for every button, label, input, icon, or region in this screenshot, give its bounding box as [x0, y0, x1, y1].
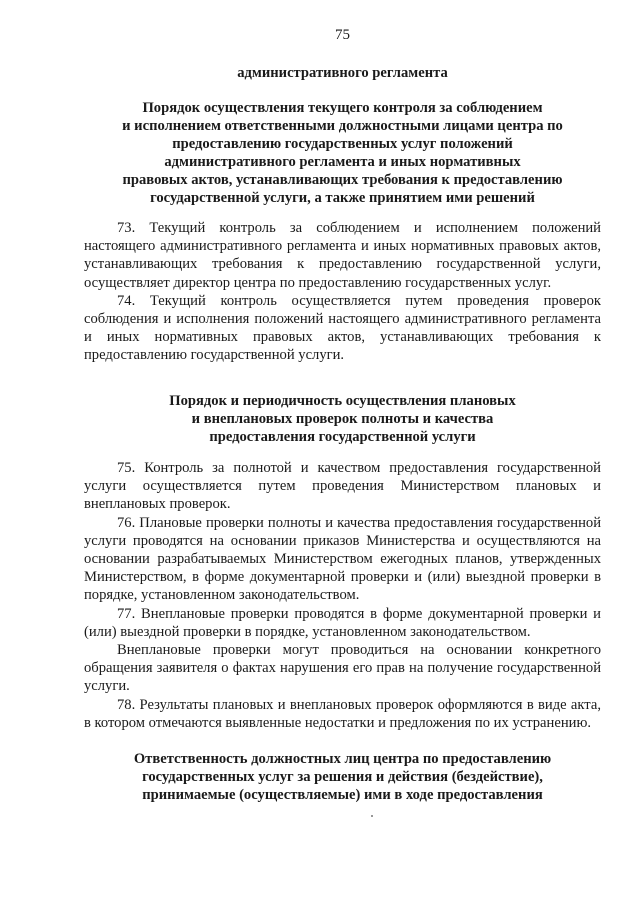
section-title-line: предоставлению государственных услуг положений	[172, 136, 513, 152]
section-title-line: предоставления государственной услуги	[209, 429, 476, 445]
paragraph-76: 76. Плановые проверки полноты и качества предоставления государственной услуги проводятся на основании приказов Министерства и осуществляются на основании разрабатываемых Министерством ежегодных планов, утвержденных Министерством, в форме документарной проверки и (или) выездной проверки в порядке, установленном законодательством.	[84, 514, 601, 604]
paragraph-77: 77. Внеплановые проверки проводятся в форме документарной проверки и (или) выездной проверки в порядке, установленном законодательством.	[84, 605, 601, 640]
section-2-title	[84, 392, 601, 446]
section-title-line: государственной услуги, а также принятием ими решений	[150, 190, 535, 206]
section-title-line: правовых актов, устанавливающих требования к предоставлению	[122, 172, 563, 188]
heading-line: административного регламента	[237, 65, 448, 81]
section-3-title	[84, 750, 601, 804]
page-number: 75	[335, 27, 350, 43]
scan-speck	[371, 815, 373, 817]
paragraph-unscheduled: Внеплановые проверки могут проводиться на основании конкретного обращения заявителя о фактах нарушения его прав на получение государственной услуги.	[84, 642, 601, 695]
section-title-line: Порядок осуществления текущего контроля за соблюдением	[142, 100, 543, 116]
section-1-body	[84, 219, 601, 365]
section-title-line: государственных услуг за решения и действия (бездействие),	[142, 769, 543, 785]
paragraph-75: 75. Контроль за полнотой и качеством предоставления государственной услуги осуществляется путем проведения Министерством плановых и внеплановых проверок.	[84, 460, 601, 513]
section-title-line: Ответственность должностных лиц центра по предоставлению	[133, 751, 552, 767]
section-title-line: административного регламента и иных нормативных	[164, 154, 521, 170]
paragraph-78: 78. Результаты плановых и внеплановых проверок оформляются в виде акта, в котором отмечаются выявленные недостатки и предложения по их устранению.	[84, 696, 601, 731]
heading-continuation	[84, 64, 601, 82]
paragraph-74: 74. Текущий контроль осуществляется путем проведения проверок соблюдения и исполнения положений настоящего административного регламента и иных нормативных правовых актов, устанавливающих требования к предоставлению государственной услуги.	[84, 292, 601, 364]
section-2-body	[84, 459, 601, 732]
section-title-line: Порядок и периодичность осуществления плановых	[169, 393, 516, 409]
section-title-line: и исполнением ответственными должностными лицами центра по	[122, 118, 563, 134]
paragraph-73: 73. Текущий контроль за соблюдением и исполнением положений настоящего административного регламента и иных нормативных правовых актов, устанавливающих требования к предоставлению государственной услуги, осуществляет директор центра по предоставлению государственных услуг.	[84, 220, 601, 291]
section-title-line: принимаемые (осуществляемые) ими в ходе предоставления	[142, 787, 543, 803]
section-title-line: и внеплановых проверок полноты и качества	[191, 411, 494, 427]
section-1-title	[84, 99, 601, 207]
